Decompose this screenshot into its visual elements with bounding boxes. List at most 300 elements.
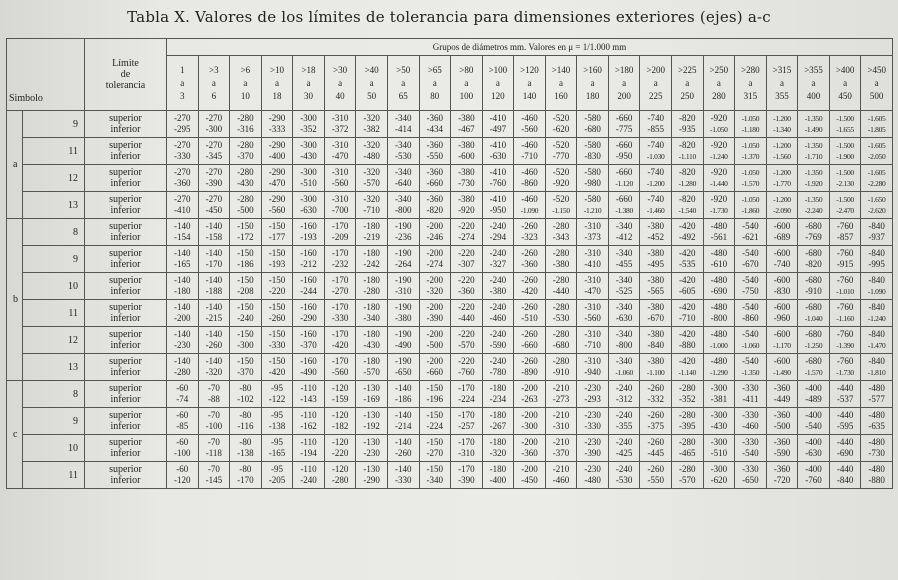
upper-value: -170 [458, 410, 475, 420]
lower-value: -270 [331, 286, 349, 296]
value-cell [356, 300, 388, 327]
lower-value: -880 [679, 340, 696, 350]
range-header-line: >315 [772, 64, 792, 75]
range-header [167, 56, 199, 111]
upper-value: -80 [239, 410, 252, 420]
upper-value: -300 [710, 410, 728, 420]
lower-value: -2.090 [773, 206, 791, 215]
upper-value: -920 [710, 167, 728, 177]
lower-value: -500 [426, 340, 444, 350]
lower-value: -1.570 [741, 179, 760, 188]
limit-labels [85, 219, 167, 246]
lower-value: -420 [331, 340, 349, 350]
lower-value: -212 [300, 259, 317, 269]
value-cell [829, 192, 861, 219]
lower-value: -950 [615, 151, 633, 161]
value-cell [451, 111, 483, 138]
upper-value: -180 [363, 356, 380, 366]
lower-value: -460 [742, 421, 759, 431]
lower-value: -425 [615, 448, 633, 458]
limit-label: inferior [110, 205, 141, 216]
lower-value: -410 [174, 205, 191, 215]
lower-value: -497 [489, 124, 507, 134]
range-header-line: 450 [838, 90, 852, 101]
upper-value: -150 [237, 248, 254, 258]
value-cell [324, 138, 356, 165]
value-cell [703, 435, 735, 462]
range-header-line: 200 [617, 90, 631, 101]
value-cell [261, 381, 293, 408]
lower-value: -1.050 [710, 125, 728, 134]
lower-value: -1.010 [836, 287, 854, 296]
lower-value: -570 [458, 340, 475, 350]
lower-value: -710 [679, 313, 696, 323]
upper-value: -140 [205, 275, 223, 285]
limit-labels [85, 192, 167, 219]
upper-value: -1.650 [867, 195, 886, 204]
value-cell [514, 246, 546, 273]
range-header-line: a [306, 77, 311, 88]
lower-value: -260 [268, 313, 286, 323]
range-header-line: a [527, 77, 532, 88]
value-cell [735, 273, 767, 300]
range-header-line: 355 [775, 90, 789, 101]
lower-value: -138 [268, 421, 286, 431]
lower-value: -1.240 [867, 314, 886, 323]
lower-value: -372 [331, 124, 349, 134]
limit-labels [85, 165, 167, 192]
lower-value: -710 [521, 151, 538, 161]
lower-value: -489 [805, 394, 822, 404]
upper-value: -520 [552, 113, 570, 123]
value-cell [861, 111, 893, 138]
upper-value: -210 [552, 464, 570, 474]
upper-value: -310 [331, 194, 349, 204]
lower-value: -165 [268, 448, 286, 458]
lower-value: -700 [331, 205, 349, 215]
upper-value: -130 [363, 437, 380, 447]
value-cell [356, 219, 388, 246]
lower-value: -1.140 [678, 368, 697, 377]
range-header-line: 225 [648, 90, 663, 101]
lower-value: -1.440 [710, 179, 728, 188]
range-header-line: 65 [398, 90, 408, 101]
value-cell [167, 327, 199, 354]
upper-value: -200 [426, 275, 444, 285]
lower-value: -2.050 [867, 152, 886, 161]
lower-value: -88 [207, 394, 220, 404]
value-cell [545, 219, 577, 246]
lower-value: -257 [458, 421, 475, 431]
table-row [7, 408, 893, 435]
lower-value: -300 [237, 340, 254, 350]
upper-value: -840 [868, 302, 885, 312]
value-cell [230, 462, 262, 489]
upper-value: -310 [584, 329, 601, 339]
range-header-line: a [495, 77, 500, 88]
value-cell [356, 327, 388, 354]
upper-value: -600 [773, 221, 791, 231]
value-cell [640, 300, 672, 327]
lower-value: -170 [205, 259, 223, 269]
value-cell [608, 111, 640, 138]
upper-value: -1.200 [773, 195, 791, 204]
lower-value: -400 [268, 151, 286, 161]
upper-value: -360 [426, 194, 444, 204]
simbolo-label: Simbolo [9, 93, 43, 104]
value-cell [545, 273, 577, 300]
value-cell [829, 408, 861, 435]
upper-value: -120 [331, 464, 349, 474]
lower-value: -1.920 [804, 179, 823, 188]
lower-value: -800 [394, 205, 412, 215]
lower-value: -570 [363, 178, 380, 188]
upper-value: -460 [521, 140, 538, 150]
value-cell [514, 273, 546, 300]
value-cell [230, 273, 262, 300]
range-header-line: >160 [583, 64, 602, 75]
upper-value: -200 [521, 410, 538, 420]
value-cell [482, 138, 514, 165]
range-header-line: 315 [743, 90, 758, 101]
lower-value: -154 [174, 232, 191, 242]
lower-value: -219 [363, 232, 380, 242]
value-cell [167, 300, 199, 327]
lower-value: -750 [742, 286, 759, 296]
value-cell [608, 273, 640, 300]
value-cell [387, 462, 419, 489]
upper-value: -440 [836, 464, 854, 474]
grade-number: 10 [23, 273, 85, 300]
lower-value: -380 [394, 313, 412, 323]
upper-value: -1.050 [741, 141, 760, 150]
lower-value: -310 [552, 421, 570, 431]
range-header-line: a [590, 77, 595, 88]
upper-value: -170 [331, 329, 349, 339]
value-cell [514, 381, 546, 408]
value-cell [387, 165, 419, 192]
upper-value: -110 [300, 464, 317, 474]
value-cell [608, 300, 640, 327]
lower-value: -352 [300, 124, 317, 134]
value-cell [640, 192, 672, 219]
table-row [7, 138, 893, 165]
upper-value: -180 [363, 221, 380, 231]
upper-value: -180 [489, 437, 507, 447]
upper-value: -60 [176, 383, 189, 393]
upper-value: -310 [584, 275, 601, 285]
lower-value: -630 [489, 151, 507, 161]
limit-label: inferior [110, 313, 141, 324]
value-cell [324, 219, 356, 246]
upper-value: -190 [394, 221, 412, 231]
upper-value: -80 [239, 464, 252, 474]
lower-value: -360 [521, 259, 538, 269]
lower-value: -145 [205, 475, 223, 485]
upper-value: -840 [868, 248, 885, 258]
limit-label: superior [109, 437, 142, 448]
value-cell [324, 165, 356, 192]
lower-value: -293 [584, 394, 601, 404]
lower-value: -710 [584, 340, 601, 350]
lower-value: -333 [268, 124, 286, 134]
upper-value: -220 [458, 302, 475, 312]
lower-value: -910 [552, 367, 570, 377]
lower-value: -465 [679, 448, 696, 458]
value-cell [861, 246, 893, 273]
upper-value: -380 [647, 248, 664, 258]
upper-value: -150 [237, 302, 254, 312]
lower-value: -890 [521, 367, 538, 377]
upper-value: -140 [394, 437, 412, 447]
upper-value: -160 [300, 302, 317, 312]
limit-label: inferior [110, 340, 141, 351]
value-cell [861, 462, 893, 489]
lower-value: -232 [331, 259, 349, 269]
upper-value: -310 [584, 221, 601, 231]
upper-value: -270 [174, 113, 191, 123]
value-cell [230, 381, 262, 408]
lower-value: -960 [773, 313, 791, 323]
value-cell [798, 111, 830, 138]
upper-value: -130 [363, 410, 380, 420]
value-cell [766, 138, 798, 165]
upper-value: -920 [710, 140, 728, 150]
upper-value: -200 [426, 329, 444, 339]
upper-value: -220 [458, 329, 475, 339]
lower-value: -460 [489, 313, 507, 323]
lower-value: -400 [489, 475, 507, 485]
range-header-line: a [464, 77, 469, 88]
value-cell [451, 435, 483, 462]
upper-value: -270 [174, 167, 191, 177]
value-cell [545, 408, 577, 435]
value-cell [324, 111, 356, 138]
lower-value: -1.120 [615, 179, 633, 188]
value-cell [419, 327, 451, 354]
value-cell [798, 300, 830, 327]
range-header-line: >140 [551, 64, 571, 75]
value-cell [703, 354, 735, 381]
lower-value: -445 [647, 448, 664, 458]
upper-value: -380 [647, 356, 664, 366]
value-cell [766, 435, 798, 462]
upper-value: -1.050 [741, 195, 760, 204]
value-cell [545, 111, 577, 138]
limit-labels [85, 354, 167, 381]
lower-value: -1.340 [773, 125, 791, 134]
limit-label: superior [109, 356, 142, 367]
value-cell [735, 381, 767, 408]
upper-value: -95 [270, 383, 283, 393]
upper-value: -220 [458, 356, 475, 366]
upper-value: -110 [300, 437, 317, 447]
value-cell [545, 246, 577, 273]
lower-value: -450 [521, 475, 538, 485]
lower-value: -205 [268, 475, 286, 485]
table-row [7, 219, 893, 246]
value-cell [356, 165, 388, 192]
lower-value: -320 [426, 286, 444, 296]
upper-value: -180 [363, 302, 380, 312]
value-cell [198, 300, 230, 327]
value-cell [577, 219, 609, 246]
grade-number: 10 [23, 435, 85, 462]
value-cell [230, 219, 262, 246]
upper-value: -840 [868, 221, 885, 231]
upper-value: -150 [268, 356, 286, 366]
lower-value: -1.250 [804, 341, 823, 350]
value-cell [735, 246, 767, 273]
value-cell [324, 408, 356, 435]
limite-label-line: de [120, 69, 131, 80]
range-header-line: a [559, 77, 564, 88]
upper-value: -380 [647, 329, 664, 339]
upper-value: -380 [647, 275, 664, 285]
value-cell [766, 408, 798, 435]
lower-value: -122 [268, 394, 286, 404]
value-cell [798, 327, 830, 354]
value-cell [798, 138, 830, 165]
upper-value: -280 [552, 248, 570, 258]
value-cell [261, 192, 293, 219]
value-cell [672, 192, 704, 219]
upper-value: -230 [584, 437, 601, 447]
range-header [829, 56, 861, 111]
upper-value: -240 [489, 356, 507, 366]
value-cell [735, 111, 767, 138]
lower-value: -1.390 [836, 341, 854, 350]
upper-value: -290 [268, 140, 286, 150]
lower-value: -172 [237, 232, 254, 242]
limit-labels [85, 381, 167, 408]
upper-value: -440 [836, 410, 854, 420]
upper-value: -190 [394, 275, 412, 285]
range-header-line: a [180, 77, 185, 88]
upper-value: -410 [489, 113, 507, 123]
upper-value: -280 [552, 275, 570, 285]
value-cell [766, 192, 798, 219]
value-cell [451, 219, 483, 246]
lower-value: -420 [268, 367, 286, 377]
lower-value: -820 [805, 259, 822, 269]
lower-value: -1.540 [678, 206, 697, 215]
range-header [672, 56, 704, 111]
value-cell [167, 138, 199, 165]
upper-value: -190 [394, 356, 412, 366]
lower-value: -120 [174, 475, 191, 485]
upper-value: -70 [207, 437, 220, 447]
value-cell [577, 111, 609, 138]
lower-value: -1.060 [615, 368, 633, 377]
upper-value: -190 [394, 248, 412, 258]
value-cell [419, 165, 451, 192]
upper-value: -740 [647, 140, 664, 150]
lower-value: -492 [679, 232, 696, 242]
lower-value: -352 [679, 394, 696, 404]
value-cell [672, 165, 704, 192]
lower-value: -260 [205, 340, 223, 350]
upper-value: -580 [584, 140, 601, 150]
range-header-line: 10 [240, 90, 250, 101]
value-cell [482, 111, 514, 138]
value-cell [198, 408, 230, 435]
lower-value: -570 [363, 367, 380, 377]
upper-value: -330 [742, 383, 759, 393]
value-cell [387, 435, 419, 462]
range-header-line: 40 [335, 90, 345, 101]
lower-value: -230 [174, 340, 191, 350]
upper-value: -270 [174, 140, 191, 150]
lower-value: -370 [237, 367, 254, 377]
range-header [514, 56, 546, 111]
value-cell [640, 111, 672, 138]
lower-value: -294 [489, 232, 507, 242]
grade-number: 9 [23, 111, 85, 138]
upper-value: -340 [615, 248, 633, 258]
upper-value: -340 [615, 275, 633, 285]
upper-value: -260 [647, 464, 664, 474]
upper-value: -400 [805, 410, 822, 420]
value-cell [640, 138, 672, 165]
upper-value: -150 [268, 329, 286, 339]
range-header-line: >65 [427, 64, 442, 75]
value-cell [230, 165, 262, 192]
limit-labels [85, 462, 167, 489]
upper-value: -220 [458, 275, 475, 285]
upper-value: -60 [176, 410, 189, 420]
lower-value: -1.200 [646, 179, 665, 188]
upper-value: -920 [710, 194, 728, 204]
value-cell [419, 273, 451, 300]
upper-value: -300 [300, 194, 317, 204]
lower-value: -414 [394, 124, 412, 134]
value-cell [451, 192, 483, 219]
upper-value: -340 [394, 194, 412, 204]
lower-value: -345 [205, 151, 223, 161]
upper-value: -310 [584, 356, 601, 366]
value-cell [198, 192, 230, 219]
value-cell [798, 354, 830, 381]
upper-value: -540 [742, 221, 759, 231]
lower-value: -920 [552, 178, 570, 188]
range-header-line: 500 [869, 90, 884, 101]
upper-value: -140 [394, 464, 412, 474]
value-cell [167, 462, 199, 489]
upper-value: -600 [773, 275, 791, 285]
value-cell [261, 462, 293, 489]
upper-value: -740 [647, 113, 664, 123]
upper-value: -230 [584, 464, 601, 474]
lower-value: -510 [521, 313, 538, 323]
upper-value: -1.500 [836, 195, 854, 204]
range-header [356, 56, 388, 111]
range-header-line: a [274, 77, 279, 88]
lower-value: -570 [679, 475, 696, 485]
value-cell [640, 327, 672, 354]
range-header-line: >400 [835, 64, 855, 75]
range-header-line: a [211, 77, 216, 88]
upper-value: -420 [679, 329, 696, 339]
range-header-line: >30 [333, 64, 348, 75]
upper-value: -740 [647, 194, 664, 204]
upper-value: -160 [300, 329, 317, 339]
lower-value: -540 [805, 421, 822, 431]
value-cell [861, 300, 893, 327]
lower-value: -560 [268, 205, 286, 215]
lower-value: -1.110 [678, 152, 696, 161]
upper-value: -290 [268, 167, 286, 177]
